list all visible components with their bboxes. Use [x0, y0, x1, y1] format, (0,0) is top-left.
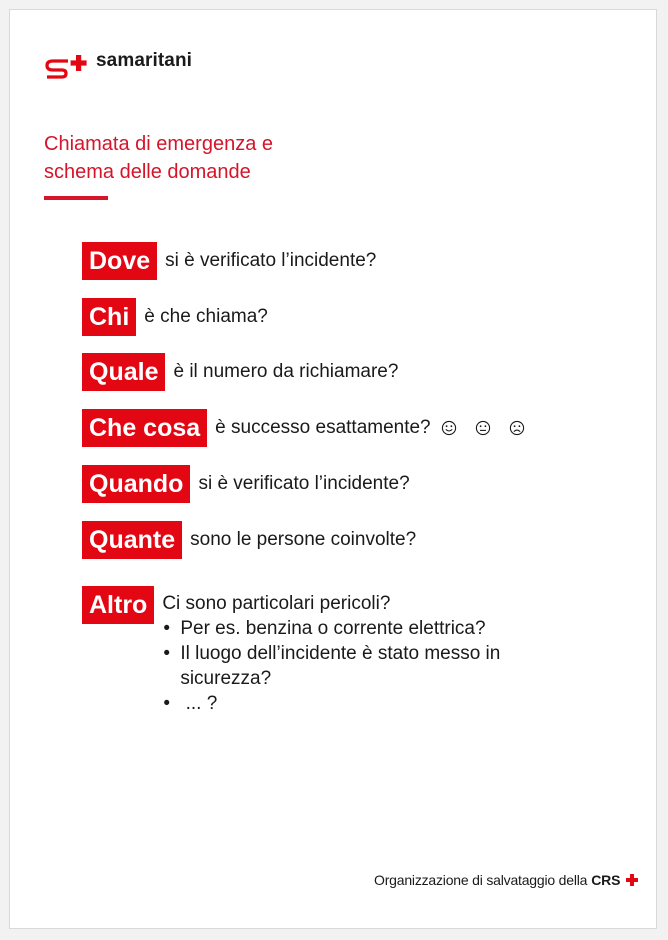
question-key: Che cosa	[82, 409, 207, 447]
altro-bullet-list	[162, 616, 560, 716]
list-item: • ... ?	[162, 691, 560, 716]
smiling-face-icon	[441, 420, 457, 436]
red-cross-icon	[626, 874, 638, 886]
mood-icons	[441, 420, 543, 436]
question-text: è che chiama?	[144, 306, 268, 327]
frowning-face-icon	[509, 420, 525, 436]
title-underline	[44, 196, 108, 200]
question-key: Quale	[82, 353, 165, 391]
question-key: Altro	[82, 586, 154, 624]
list-item: • Il luogo dell’incidente è stato messo in sicurezza?	[162, 641, 560, 691]
brand-name: samaritani	[96, 50, 193, 71]
footer-org: CRS	[591, 872, 621, 888]
document-page	[9, 9, 657, 929]
neutral-face-icon	[475, 420, 491, 436]
question-row-che-cosa	[82, 409, 543, 447]
samaritani-logo	[44, 48, 192, 82]
footer-credit	[374, 872, 638, 888]
question-row-quale	[82, 353, 398, 391]
question-key: Quante	[82, 521, 182, 559]
question-row-chi	[82, 298, 268, 336]
question-text: è successo esattamente?	[215, 417, 431, 438]
question-text: è il numero da richiamare?	[173, 361, 399, 382]
question-row-quante	[82, 521, 416, 559]
list-item: • Per es. benzina o corrente elettrica?	[162, 616, 560, 641]
footer-text: Organizzazione di salvataggio della	[374, 872, 588, 888]
question-row-quando	[82, 465, 410, 503]
question-row-dove	[82, 242, 376, 280]
question-text: si è verificato l’incidente?	[165, 250, 377, 271]
altro-lead-text: Ci sono particolari pericoli?	[162, 593, 391, 614]
question-text: si è verificato l’incidente?	[198, 473, 410, 494]
question-row-altro	[82, 586, 560, 716]
altro-content	[162, 586, 560, 716]
question-text: sono le persone coinvolte?	[190, 529, 417, 550]
samaritani-cross-mark-icon	[44, 48, 100, 82]
question-key: Chi	[82, 298, 136, 336]
title-line-2: schema delle domande	[44, 161, 251, 183]
title-line-1: Chiamata di emergenza e	[44, 133, 274, 155]
question-key: Dove	[82, 242, 157, 280]
page-title	[44, 130, 273, 186]
question-key: Quando	[82, 465, 190, 503]
